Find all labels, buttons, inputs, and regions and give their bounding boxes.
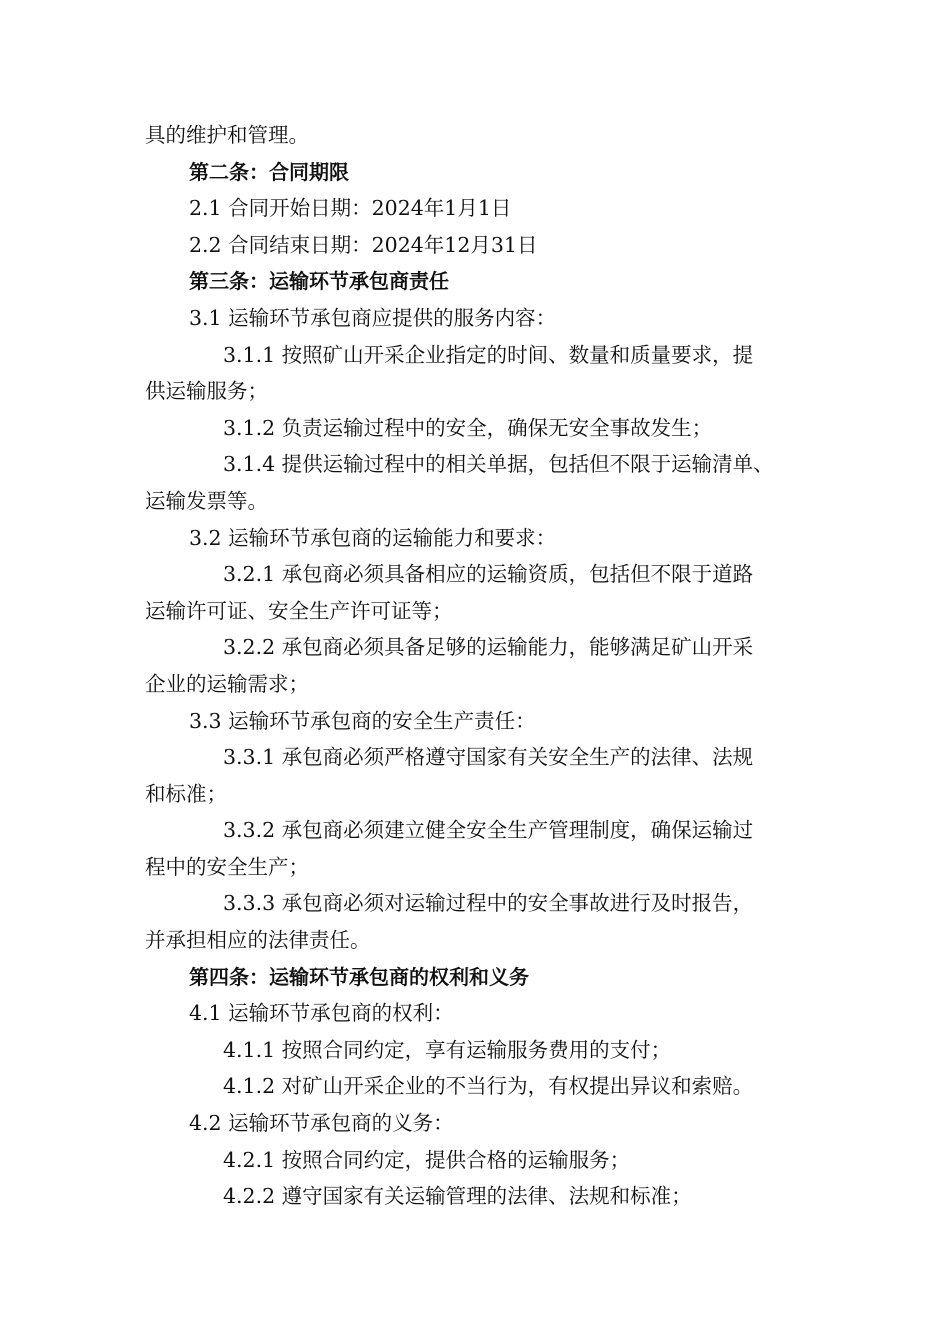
paragraph-line: 4.2.1 按照合同约定，提供合格的运输服务； [223, 1147, 631, 1172]
paragraph-line: 具的维护和管理。 [145, 123, 309, 147]
paragraph-line: 4.1.1 按照合同约定，享有运输服务费用的支付； [223, 1037, 672, 1062]
paragraph-line: 供运输服务； [145, 379, 268, 404]
section-heading: 第四条：运输环节承包商的权利和义务 [189, 964, 529, 989]
paragraph-line: 3.1.2 负责运输过程中的安全，确保无安全事故发生； [223, 415, 713, 440]
paragraph-line: 4.1 运输环节承包商的权利： [189, 1001, 454, 1026]
paragraph-line: 3.3.1 承包商必须严格遵守国家有关安全生产的法律、法规 [223, 745, 754, 770]
paragraph-line: 运输发票等。 [145, 488, 268, 513]
document-body [145, 117, 810, 1215]
paragraph-line: 3.3.2 承包商必须建立健全安全生产管理制度，确保运输过 [223, 818, 754, 843]
paragraph-line: 和标准； [145, 781, 227, 806]
paragraph-line: 3.1.1 按照矿山开采企业指定的时间、数量和质量要求，提 [223, 342, 754, 367]
section-heading: 第三条：运输环节承包商责任 [189, 269, 449, 294]
paragraph-line: 3.2.1 承包商必须具备相应的运输资质，包括但不限于道路 [223, 562, 754, 587]
section-heading: 第二条：合同期限 [189, 159, 349, 184]
paragraph-line: 3.1.4 提供运输过程中的相关单据，包括但不限于运输清单、 [223, 452, 774, 477]
paragraph-line: 4.2.2 遵守国家有关运输管理的法律、法规和标准； [223, 1184, 692, 1209]
paragraph-line: 3.1 运输环节承包商应提供的服务内容： [189, 305, 557, 330]
paragraph-line: 并承担相应的法律责任。 [145, 928, 371, 953]
paragraph-line: 4.1.2 对矿山开采企业的不当行为，有权提出异议和索赔。 [223, 1074, 754, 1099]
paragraph-line: 2.2 合同结束日期：2024年12月31日 [189, 232, 538, 257]
paragraph-line: 4.2 运输环节承包商的义务： [189, 1111, 454, 1136]
paragraph-line: 3.3 运输环节承包商的安全生产责任： [189, 708, 536, 733]
paragraph-line: 程中的安全生产； [145, 854, 309, 879]
paragraph-line: 2.1 合同开始日期：2024年1月1日 [189, 196, 512, 221]
paragraph-line: 3.2 运输环节承包商的运输能力和要求： [189, 525, 557, 550]
paragraph-line: 3.2.2 承包商必须具备足够的运输能力，能够满足矿山开采 [223, 635, 754, 660]
paragraph-line: 企业的运输需求； [145, 671, 309, 696]
paragraph-line: 3.3.3 承包商必须对运输过程中的安全事故进行及时报告， [223, 891, 754, 916]
paragraph-line: 运输许可证、安全生产许可证等； [145, 598, 453, 623]
